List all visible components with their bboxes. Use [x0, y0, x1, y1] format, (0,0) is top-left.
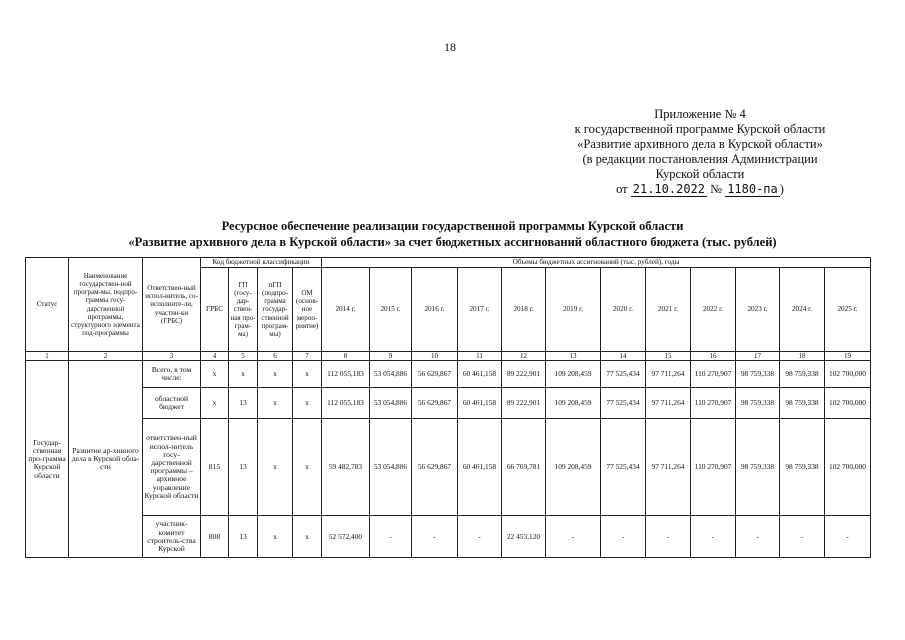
column-number: 5: [229, 352, 258, 361]
column-number: 16: [691, 352, 736, 361]
executor-cell: областной бюджет: [143, 388, 201, 419]
header-year: 2022 г.: [691, 268, 736, 352]
column-number: 1: [26, 352, 69, 361]
om-cell: х: [293, 419, 322, 516]
column-number: 3: [143, 352, 201, 361]
value-cell: 60 461,158: [458, 361, 502, 388]
header-name: Наименование государствен-ной програм-мы, подпро-граммы госу-дарственной программы, структурного элемента под-программы: [69, 258, 143, 352]
appendix-date-line: [540, 182, 860, 197]
page-number: 18: [444, 40, 456, 54]
decree-number: 1180-па: [727, 182, 778, 196]
pgp-cell: х: [258, 516, 293, 558]
value-cell: 97 711,264: [646, 419, 691, 516]
value-cell: 60 461,158: [458, 388, 502, 419]
decree-date: 21.10.2022: [632, 182, 705, 196]
value-cell: -: [412, 516, 458, 558]
value-cell: 60 461,158: [458, 419, 502, 516]
value-cell: 110 270,907: [691, 419, 736, 516]
table-row: [26, 388, 871, 419]
column-number: 17: [736, 352, 780, 361]
column-number: 4: [201, 352, 229, 361]
header-year: 2021 г.: [646, 268, 691, 352]
header-grbs: ГРБС: [201, 268, 229, 352]
header-year: 2023 г.: [736, 268, 780, 352]
table-row: [26, 419, 871, 516]
header-year: 2017 г.: [458, 268, 502, 352]
value-cell: 77 525,434: [601, 361, 646, 388]
grbs-cell: х: [201, 388, 229, 419]
column-number: 10: [412, 352, 458, 361]
grbs-cell: х: [201, 361, 229, 388]
value-cell: 53 054,886: [370, 361, 412, 388]
value-cell: -: [691, 516, 736, 558]
value-cell: 56 629,867: [412, 419, 458, 516]
title-line-1: Ресурсное обеспечение реализации государственной программы Курской области: [221, 219, 684, 233]
gp-cell: 13: [229, 516, 258, 558]
executor-cell: Всего, в том числе:: [143, 361, 201, 388]
grbs-cell: 815: [201, 419, 229, 516]
date-prefix: от: [616, 182, 628, 196]
column-number: 2: [69, 352, 143, 361]
status-cell: Государ-ственная про-грамма Курской области: [26, 361, 69, 558]
pgp-cell: х: [258, 361, 293, 388]
appendix-line: Курской области: [655, 167, 745, 181]
column-number: 15: [646, 352, 691, 361]
header-budget-code: Код бюджетной классификации: [201, 258, 322, 268]
value-cell: 98 759,338: [736, 419, 780, 516]
value-cell: 22 453,120: [502, 516, 546, 558]
value-cell: 97 711,264: [646, 388, 691, 419]
value-cell: 98 759,338: [780, 361, 825, 388]
column-number: 8: [322, 352, 370, 361]
value-cell: 77 525,434: [601, 388, 646, 419]
appendix-line: «Развитие архивного дела в Курской области»: [577, 137, 823, 151]
value-cell: 109 208,459: [546, 388, 601, 419]
value-cell: 109 208,459: [546, 419, 601, 516]
column-number: 6: [258, 352, 293, 361]
value-cell: 52 572,400: [322, 516, 370, 558]
table-row: [26, 361, 871, 388]
header-volumes: Объемы бюджетных ассигнований (тыс. рублей), годы: [322, 258, 871, 268]
header-om: ОМ (основ-ное мероп-риятие): [293, 268, 322, 352]
executor-cell: участник-комитет строитель-ства Курской: [143, 516, 201, 558]
column-number: 9: [370, 352, 412, 361]
value-cell: 98 759,338: [736, 388, 780, 419]
title-line-2: «Развитие архивного дела в Курской области» за счет бюджетных ассигнований областного бюджета (тыс. рублей): [128, 235, 777, 249]
header-executor: Ответствен-ный испол-нитель, со-исполните-ли, участни-ки (ГРБС): [143, 258, 201, 352]
header-year: 2019 г.: [546, 268, 601, 352]
value-cell: 89 222,901: [502, 361, 546, 388]
number-prefix: №: [710, 182, 723, 196]
pgp-cell: х: [258, 388, 293, 419]
header-status: Статус: [26, 258, 69, 352]
value-cell: 110 270,907: [691, 361, 736, 388]
header-pgp: пГП (подпро-грамма государ-ственной програм-мы): [258, 268, 293, 352]
grbs-cell: 808: [201, 516, 229, 558]
column-number: 14: [601, 352, 646, 361]
budget-table: [25, 257, 871, 558]
value-cell: 53 054,886: [370, 419, 412, 516]
value-cell: 112 055,183: [322, 361, 370, 388]
appendix-heading: [540, 107, 860, 197]
value-cell: 97 711,264: [646, 361, 691, 388]
om-cell: х: [293, 516, 322, 558]
header-year: 2025 г.: [825, 268, 871, 352]
value-cell: -: [370, 516, 412, 558]
value-cell: 77 525,434: [601, 419, 646, 516]
document-title: [40, 218, 865, 250]
om-cell: х: [293, 388, 322, 419]
value-cell: 53 054,886: [370, 388, 412, 419]
value-cell: 102 700,000: [825, 419, 871, 516]
closing-paren: ): [779, 182, 784, 196]
value-cell: 56 629,867: [412, 388, 458, 419]
value-cell: -: [736, 516, 780, 558]
executor-cell: ответствен-ный испол-нитель госу-дарственной программы – архивное управление Курской области: [143, 419, 201, 516]
header-year: 2024 г.: [780, 268, 825, 352]
gp-cell: х: [229, 361, 258, 388]
value-cell: -: [646, 516, 691, 558]
om-cell: х: [293, 361, 322, 388]
header-year: 2016 г.: [412, 268, 458, 352]
value-cell: 102 700,000: [825, 361, 871, 388]
program-name-cell: Развитие ар-хивного дела в Курской обла-сти: [69, 361, 143, 558]
column-number: 11: [458, 352, 502, 361]
column-number: 13: [546, 352, 601, 361]
appendix-line: Приложение № 4: [654, 107, 746, 121]
column-number: 12: [502, 352, 546, 361]
header-gp: ГП (госу-дар-ствен-ная про-грам-ма): [229, 268, 258, 352]
value-cell: 110 270,907: [691, 388, 736, 419]
value-cell: 89 222,901: [502, 388, 546, 419]
pgp-cell: х: [258, 419, 293, 516]
value-cell: 59 482,783: [322, 419, 370, 516]
value-cell: -: [780, 516, 825, 558]
header-year: 2018 г.: [502, 268, 546, 352]
column-number: 7: [293, 352, 322, 361]
appendix-line: (в редакции постановления Администрации: [582, 152, 818, 166]
value-cell: 98 759,338: [780, 419, 825, 516]
column-number: 19: [825, 352, 871, 361]
gp-cell: 13: [229, 388, 258, 419]
column-number: 18: [780, 352, 825, 361]
value-cell: -: [601, 516, 646, 558]
value-cell: 112 055,183: [322, 388, 370, 419]
header-year: 2020 г.: [601, 268, 646, 352]
value-cell: 98 759,338: [780, 388, 825, 419]
value-cell: 102 700,000: [825, 388, 871, 419]
value-cell: 98 759,338: [736, 361, 780, 388]
value-cell: -: [546, 516, 601, 558]
column-numbers-row: [26, 352, 871, 361]
appendix-line: к государственной программе Курской области: [574, 122, 826, 136]
header-year: 2015 г.: [370, 268, 412, 352]
value-cell: 56 629,867: [412, 361, 458, 388]
value-cell: -: [458, 516, 502, 558]
table-row: [26, 516, 871, 558]
value-cell: -: [825, 516, 871, 558]
header-year: 2014 г.: [322, 268, 370, 352]
value-cell: 109 208,459: [546, 361, 601, 388]
value-cell: 66 769,781: [502, 419, 546, 516]
gp-cell: 13: [229, 419, 258, 516]
